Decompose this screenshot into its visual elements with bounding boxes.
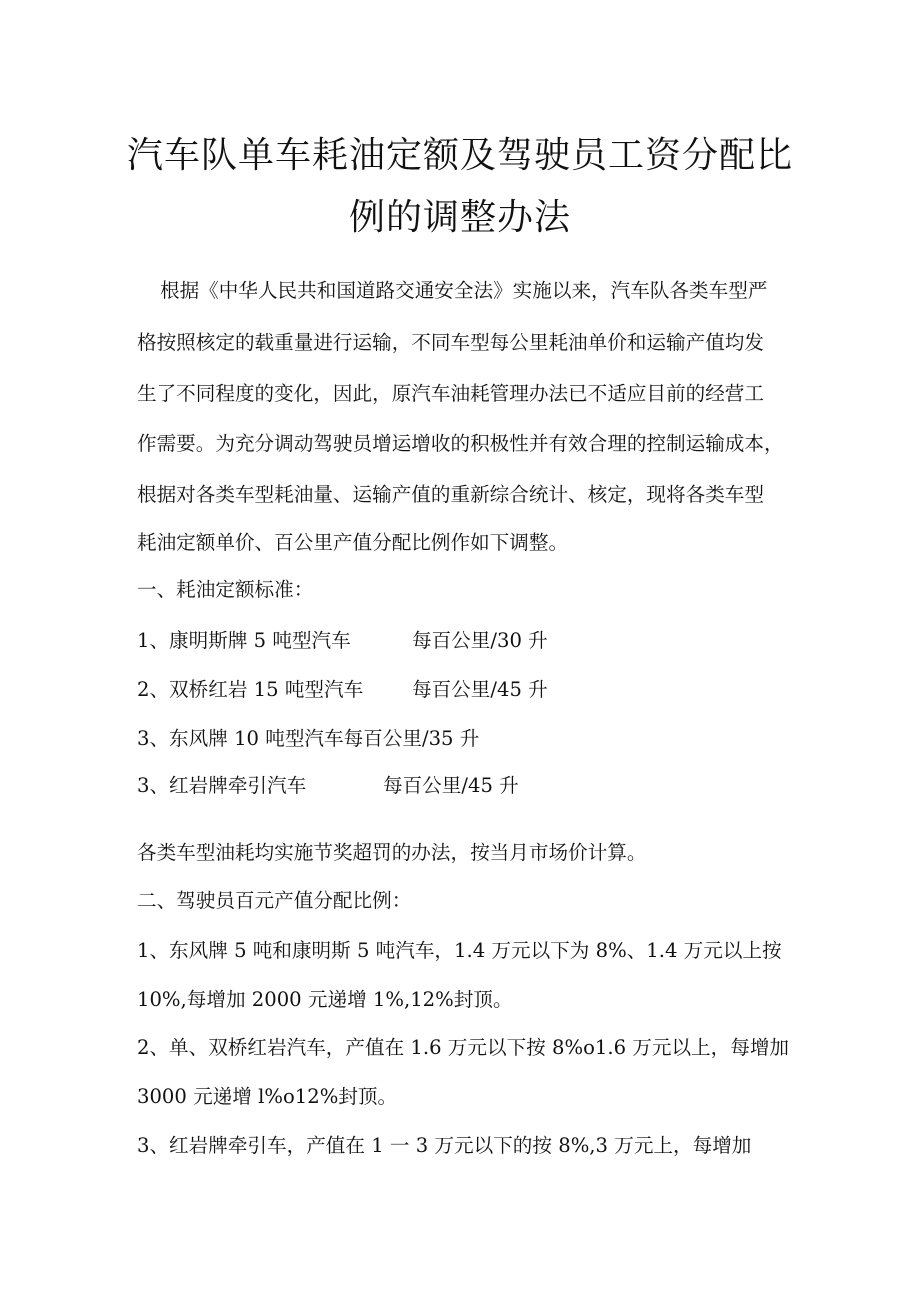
- pay-line: 1、东风牌 5 吨和康明斯 5 吨汽车，1.4 万元以下为 8%、1.4 万元以上按: [137, 939, 782, 962]
- intro-line: 根据对各类车型耗油量、运输产值的重新综合统计、核定，现将各类车型: [137, 483, 764, 506]
- fuel-item-rate: 每百公里/45 升: [383, 774, 519, 797]
- fuel-item-rate: 每百公里/30 升: [412, 629, 548, 652]
- intro-line: 作需要。为充分调动驾驶员增运增收的积极性并有效合理的控制运输成本，: [137, 432, 784, 455]
- fuel-item-name: 3、红岩牌牵引汽车: [137, 774, 307, 797]
- fuel-item: [137, 776, 797, 796]
- section-2-heading: 二、驾驶员百元产值分配比例：: [137, 889, 412, 912]
- pay-line: 10%,每增加 2000 元递增 1%,12%封顶。: [137, 988, 513, 1011]
- section-1-heading: 一、耗油定额标准：: [137, 578, 314, 601]
- fuel-item-name: 1、康明斯牌 5 吨型汽车: [137, 629, 351, 652]
- pay-line: 3000 元递增 l%o12%封顶。: [137, 1085, 398, 1108]
- fuel-item-name: 2、双桥红岩 15 吨型汽车: [137, 678, 364, 701]
- intro-line: 耗油定额单价、百公里产值分配比例作如下调整。: [137, 531, 569, 554]
- fuel-item-rate: 每百公里/35 升: [343, 727, 480, 750]
- pay-line: 2、单、双桥红岩汽车，产值在 1.6 万元以下按 8%o1.6 万元以上，每增加: [137, 1036, 790, 1059]
- document-title-line-1: 汽车队单车耗油定额及驾驶员工资分配比: [126, 135, 793, 176]
- fuel-note: 各类车型油耗均实施节奖超罚的办法，按当月市场价计算。: [137, 841, 647, 864]
- fuel-item: [137, 729, 797, 749]
- intro-line: 格按照核定的载重量进行运输，不同车型每公里耗油单价和运输产值均发: [137, 331, 764, 354]
- intro-line: 生了不同程度的变化，因此，原汽车油耗管理办法已不适应目前的经营工: [137, 382, 764, 405]
- fuel-item-rate: 每百公里/45 升: [412, 678, 548, 701]
- fuel-item: [137, 631, 797, 651]
- fuel-item-name: 3、东风牌 10 吨型汽车: [137, 727, 344, 750]
- intro-line: 根据《中华人民共和国道路交通安全法》实施以来，汽车队各类车型严: [160, 279, 768, 302]
- document-title-line-2: 例的调整办法: [348, 197, 571, 238]
- pay-line: 3、红岩牌牵引车，产值在 1 一 3 万元以下的按 8%,3 万元上，每增加: [137, 1134, 752, 1157]
- fuel-item: [137, 680, 797, 700]
